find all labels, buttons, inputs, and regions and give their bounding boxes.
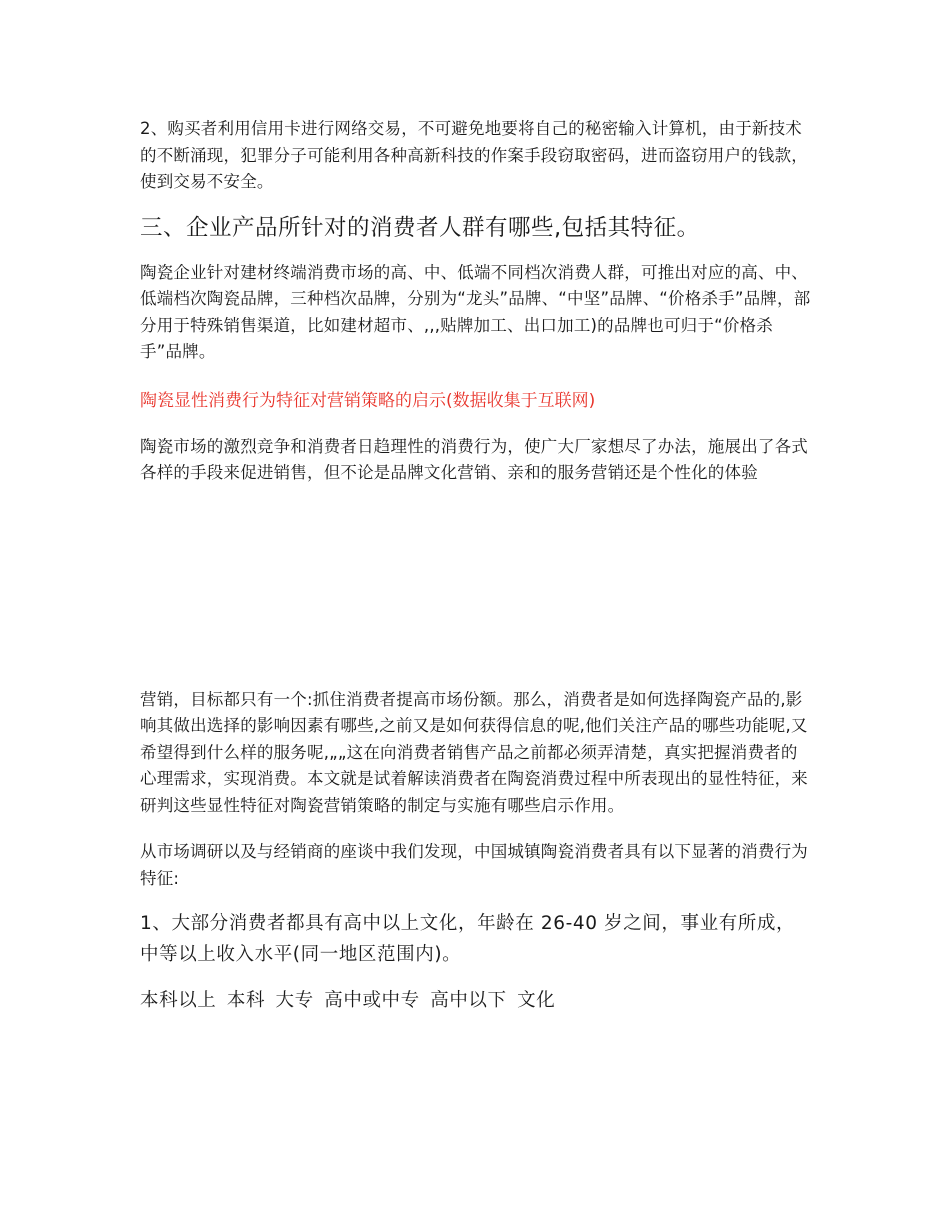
paragraph-market-research: 从市场调研以及与经销商的座谈中我们发现，中国城镇陶瓷消费者具有以下显著的消费行为特征: <box>140 842 808 888</box>
red-subheading: 陶瓷显性消费行为特征对营销策略的启示(数据收集于互联网) <box>140 390 596 411</box>
paragraph-market-competition: 陶瓷市场的激烈竞争和消费者日趋理性的消费行为，使广大厂家想尽了办法，施展出了各式各样的手段来促进销售，但不论是品牌文化营销、亲和的服务营销还是个性化的体验 <box>140 436 808 482</box>
section-heading-three: 三、企业产品所针对的消费者人群有哪些,包括其特征。 <box>140 214 700 241</box>
paragraph-feature-one: 1、大部分消费者都具有高中以上文化，年龄在 26-40 岁之间，事业有所成，中等以上收入水平(同一地区范围内)。 <box>140 913 796 965</box>
paragraph-marketing-goal: 营销，目标都只有一个:抓住消费者提高市场份额。那么，消费者是如何选择陶瓷产品的,影响其做出选择的影响因素有哪些,之前又是如何获得信息的呢,他们关注产品的哪些功能呢,又希望得到什么样的服务呢,„„这在向消费者销售产品之前都必须弄清楚，真实把握消费者的心理需求，实现消费。本文就是试着解读消费者在陶瓷消费过程中所表现出的显性特征，来研判这些显性特征对陶瓷营销策略的制定与实施有哪些启示作用。 <box>140 689 808 815</box>
paragraph-credit-card-security: 2、购买者利用信用卡进行网络交易，不可避免地要将自己的秘密输入计算机，由于新技术的不断涌现，犯罪分子可能利用各种高新科技的作案手段窃取密码，进而盗窃用户的钱款，使到交易不安全。 <box>140 119 808 191</box>
document-page <box>140 116 812 1016</box>
paragraph-brand-tiers: 陶瓷企业针对建材终端消费市场的高、中、低端不同档次消费人群，可推出对应的高、中、低端档次陶瓷品牌，三种档次品牌，分别为“龙头”品牌、“中坚”品牌、“价格杀手”品牌，部分用于特殊销售渠道，比如建材超市、,,,贴牌加工、出口加工)的品牌也可归于“价格杀手”品牌。 <box>140 262 811 361</box>
blank-area <box>140 487 812 687</box>
education-levels-row: 本科以上 本科 大专 高中或中专 高中以下 文化 <box>140 990 556 1011</box>
